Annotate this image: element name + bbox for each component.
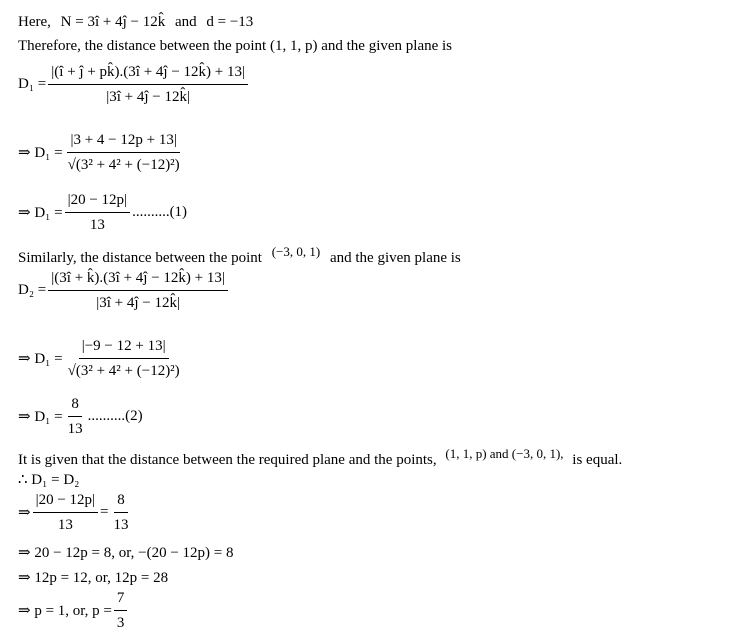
fraction-right — [111, 490, 132, 535]
d-value-expression: d = −13 — [206, 14, 254, 30]
equation-d1-result — [18, 190, 187, 235]
numerator: |3 + 4 − 12p + 13| — [67, 130, 179, 153]
here-label: Here, — [18, 14, 51, 30]
denominator: 3 — [116, 615, 125, 631]
equation-lhs: ⇒ D₁ = — [18, 205, 63, 221]
point-coordinates: (−3, 0, 1) — [271, 244, 321, 259]
similarly-text-end: and the given plane is — [329, 250, 461, 266]
equation-d1-expanded — [18, 130, 185, 175]
given-normal-line — [18, 14, 253, 31]
equation-lhs: ⇒ D₁ = — [18, 409, 63, 425]
implies-symbol: ⇒ — [18, 505, 31, 521]
therefore-equal-line: ∴ D₁ = D₂ — [18, 472, 80, 488]
denominator: |3î + 4ĵ − 12k̂| — [106, 89, 191, 105]
equation-lhs: ⇒ p = 1, or, p = — [18, 603, 112, 619]
fraction — [65, 394, 86, 439]
and-label: and — [174, 14, 197, 30]
equation-tag: ..........(2) — [87, 408, 143, 424]
denominator: √(3² + 4² + (−12)²) — [67, 363, 180, 379]
numerator: 8 — [114, 490, 128, 513]
equation-lhs: ⇒ D₁ = — [18, 351, 63, 367]
given-text-end: is equal. — [572, 452, 623, 468]
similarly-text-start: Similarly, the distance between the point — [18, 250, 262, 266]
denominator: 13 — [57, 517, 73, 533]
equation-d2-vector — [18, 268, 230, 313]
denominator: 13 — [89, 217, 105, 233]
normal-vector-expression: N = 3î + 4ĵ − 12k̂ — [60, 14, 166, 30]
equation-tag: ..........(1) — [132, 204, 188, 220]
fraction — [48, 268, 228, 313]
numerator: 8 — [68, 394, 82, 417]
points-expression: (1, 1, p) and (−3, 0, 1), — [445, 446, 564, 461]
equation-final — [18, 588, 129, 633]
fraction — [48, 62, 248, 107]
distance-intro-line: Therefore, the distance between the point (1, 1, p) and the given plane is — [18, 38, 453, 54]
denominator: 13 — [113, 517, 129, 533]
denominator: √(3² + 4² + (−12)²) — [67, 157, 180, 173]
fraction — [65, 190, 130, 235]
fraction-left — [33, 490, 98, 535]
equals-sign: = — [100, 504, 109, 520]
equation-lhs: ⇒ D₁ = — [18, 145, 63, 161]
fraction — [114, 588, 128, 633]
numerator: |(î + ĵ + pk̂).(3î + 4ĵ − 12k̂) + 13| — [48, 62, 248, 85]
denominator: |3î + 4ĵ − 12k̂| — [96, 295, 180, 311]
numerator: |−9 − 12 + 13| — [79, 336, 169, 359]
fraction — [65, 130, 183, 175]
equation-equate — [18, 490, 134, 535]
numerator: 7 — [114, 588, 128, 611]
numerator: |(3î + k̂).(3î + 4ĵ − 12k̂) + 13| — [48, 268, 228, 291]
similarly-line — [18, 244, 461, 267]
given-text-start: It is given that the distance between the required plane and the points, — [18, 452, 437, 468]
equation-lhs: D₁ = — [18, 76, 47, 92]
fraction — [65, 336, 183, 381]
given-condition-line — [18, 446, 622, 469]
equation-d1-vector — [18, 62, 250, 107]
equation-d2-expanded — [18, 336, 185, 381]
numerator: |20 − 12p| — [65, 190, 130, 213]
equation-d2-result — [18, 394, 143, 439]
solution-step-1: ⇒ 20 − 12p = 8, or, −(20 − 12p) = 8 — [18, 545, 234, 561]
solution-step-2: ⇒ 12p = 12, or, 12p = 28 — [18, 570, 169, 586]
denominator: 13 — [67, 421, 83, 437]
numerator: |20 − 12p| — [33, 490, 98, 513]
equation-lhs: D₂ = — [18, 282, 47, 298]
